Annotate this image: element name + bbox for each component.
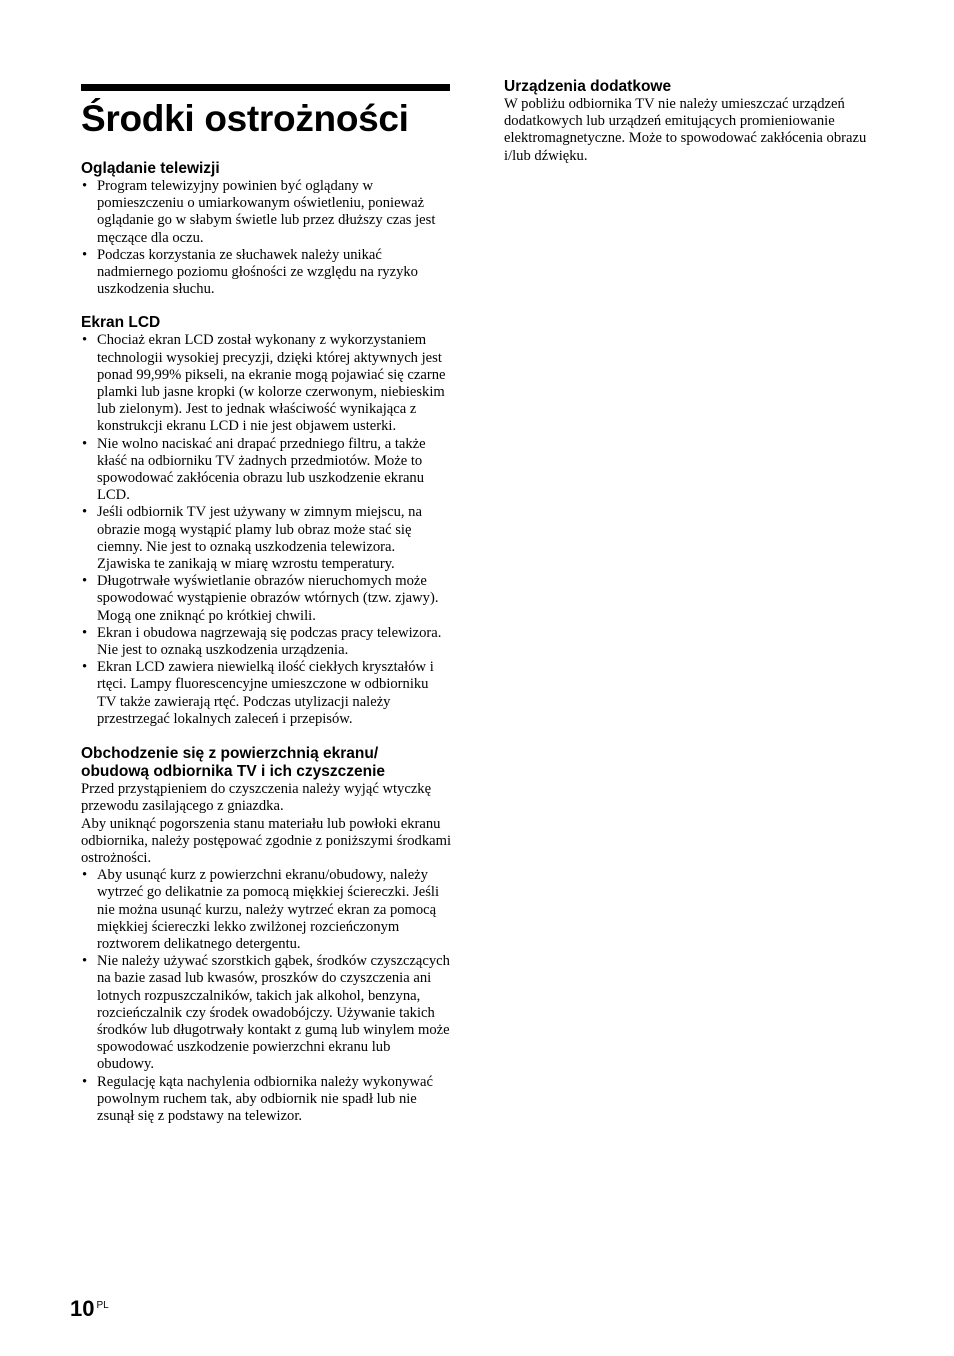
- section-viewing: [81, 160, 451, 298]
- list-item: • Nie wolno naciskać ani drapać przedniego filtru, a także kłaść na odbiorniku TV żadnych przedmiotów. Może to spowodować zakłócenia obrazu lub uszkodzenie ekranu LCD.: [81, 436, 451, 505]
- list-item: • Podczas korzystania ze słuchawek należy unikać nadmiernego poziomu głośności ze względu na ryzyko uszkodzenia słuchu.: [81, 247, 451, 299]
- page-number: 10: [70, 1296, 95, 1321]
- list-item: • Ekran LCD zawiera niewielką ilość ciekłych kryształów i rtęci. Lampy fluorescencyjne umieszczone w odbiorniku TV także zawierają rtęć. Podczas utylizacji należy przestrzegać lokalnych zaleceń i przepisów.: [81, 659, 451, 728]
- list-item: • Chociaż ekran LCD został wykonany z wykorzystaniem technologii wysokiej precyzji, dzięki której aktywnych jest ponad 99,99% pikseli, na ekranie mogą pojawiać się czarne plamki lub jasne kropki (w kolorze czerwonym, niebieskim lub zielonym). Jest to jednak właściwość wynikająca z konstrukcji ekranu LCD i nie jest objawem usterki.: [81, 332, 451, 435]
- section-heading-cleaning-line1: Obchodzenie się z powierzchnią ekranu/: [81, 745, 379, 763]
- list-item: • Regulację kąta nachylenia odbiornika należy wykonywać powolnym ruchem tak, aby odbiornik nie spadł lub nie zsunął się z podstawy na telewizor.: [81, 1074, 451, 1126]
- cleaning-intro-2: Aby uniknąć pogorszenia stanu materiału lub powłoki ekranu odbiornika, należy postępować zgodnie z poniższymi środkami ostrożności.: [81, 815, 452, 866]
- section-heading-cleaning: [81, 745, 451, 781]
- right-column: [504, 78, 874, 165]
- list-item: • Jeśli odbiornik TV jest używany w zimnym miejscu, na obrazie mogą wystąpić plamy lub obraz może stać się ciemny. Nie jest to oznaką uszkodzenia telewizora. Zjawiska te zanikają w miarę wzrostu temperatury.: [81, 504, 451, 573]
- section-cleaning: [81, 745, 451, 1125]
- bullet-list-cleaning: [81, 867, 451, 1125]
- section-accessories: [504, 78, 874, 165]
- left-column: [81, 84, 451, 1125]
- bullet-list-viewing: [81, 178, 451, 298]
- page-title: Środki ostrożności: [81, 98, 409, 139]
- list-item: • Aby usunąć kurz z powierzchni ekranu/obudowy, należy wytrzeć go delikatnie za pomocą miękkiej ściereczki. Jeśli nie można usunąć kurzu, należy wytrzeć ekran za pomocą miękkiej ściereczki lekko zwilżonej rozcieńczonym roztworem delikatnego detergentu.: [81, 867, 451, 953]
- accessories-text: W pobliżu odbiornika TV nie należy umieszczać urządzeń dodatkowych lub urządzeń emitujących promieniowanie elektromagnetyczne. Może to spowodować zakłócenia obrazu i/lub dźwięku.: [504, 96, 867, 164]
- section-heading-accessories: Urządzenia dodatkowe: [504, 78, 672, 95]
- list-item: • Program telewizyjny powinien być oglądany w pomieszczeniu o umiarkowanym oświetleniu, ponieważ oglądanie go w słabym świetle lub przez dłuższy czas jest męczące dla oczu.: [81, 178, 451, 247]
- list-item: • Ekran i obudowa nagrzewają się podczas pracy telewizora. Nie jest to oznaką uszkodzenia urządzenia.: [81, 625, 451, 659]
- list-item: • Nie należy używać szorstkich gąbek, środków czyszczących na bazie zasad lub kwasów, proszków do czyszczenia ani lotnych rozpuszczalników, takich jak alkohol, benzyna, rozcieńczalnik czy środek owadobójczy. Używanie takich środków lub długotrwały kontakt z gumą lub winylem może spowodować uszkodzenie powierzchni ekranu lub obudowy.: [81, 953, 451, 1073]
- list-item: • Długotrwałe wyświetlanie obrazów nieruchomych może spowodować wystąpienie obrazów wtórnych (tzw. zjawy). Mogą one zniknąć po krótkiej chwili.: [81, 573, 451, 625]
- section-heading-viewing: Oglądanie telewizji: [81, 160, 220, 177]
- page-language: PL: [96, 1300, 109, 1311]
- section-heading-cleaning-line2: obudową odbiornika TV i ich czyszczenie: [81, 763, 386, 781]
- title-rule: [81, 84, 450, 91]
- cleaning-body: [81, 781, 451, 1125]
- bullet-list-lcd: [81, 332, 451, 728]
- cleaning-intro-1: Przed przystąpieniem do czyszczenia należy wyjąć wtyczkę przewodu zasilającego z gniazdka.: [81, 781, 432, 815]
- section-heading-lcd: Ekran LCD: [81, 314, 161, 332]
- section-lcd: [81, 314, 451, 728]
- page-footer: [70, 1296, 109, 1322]
